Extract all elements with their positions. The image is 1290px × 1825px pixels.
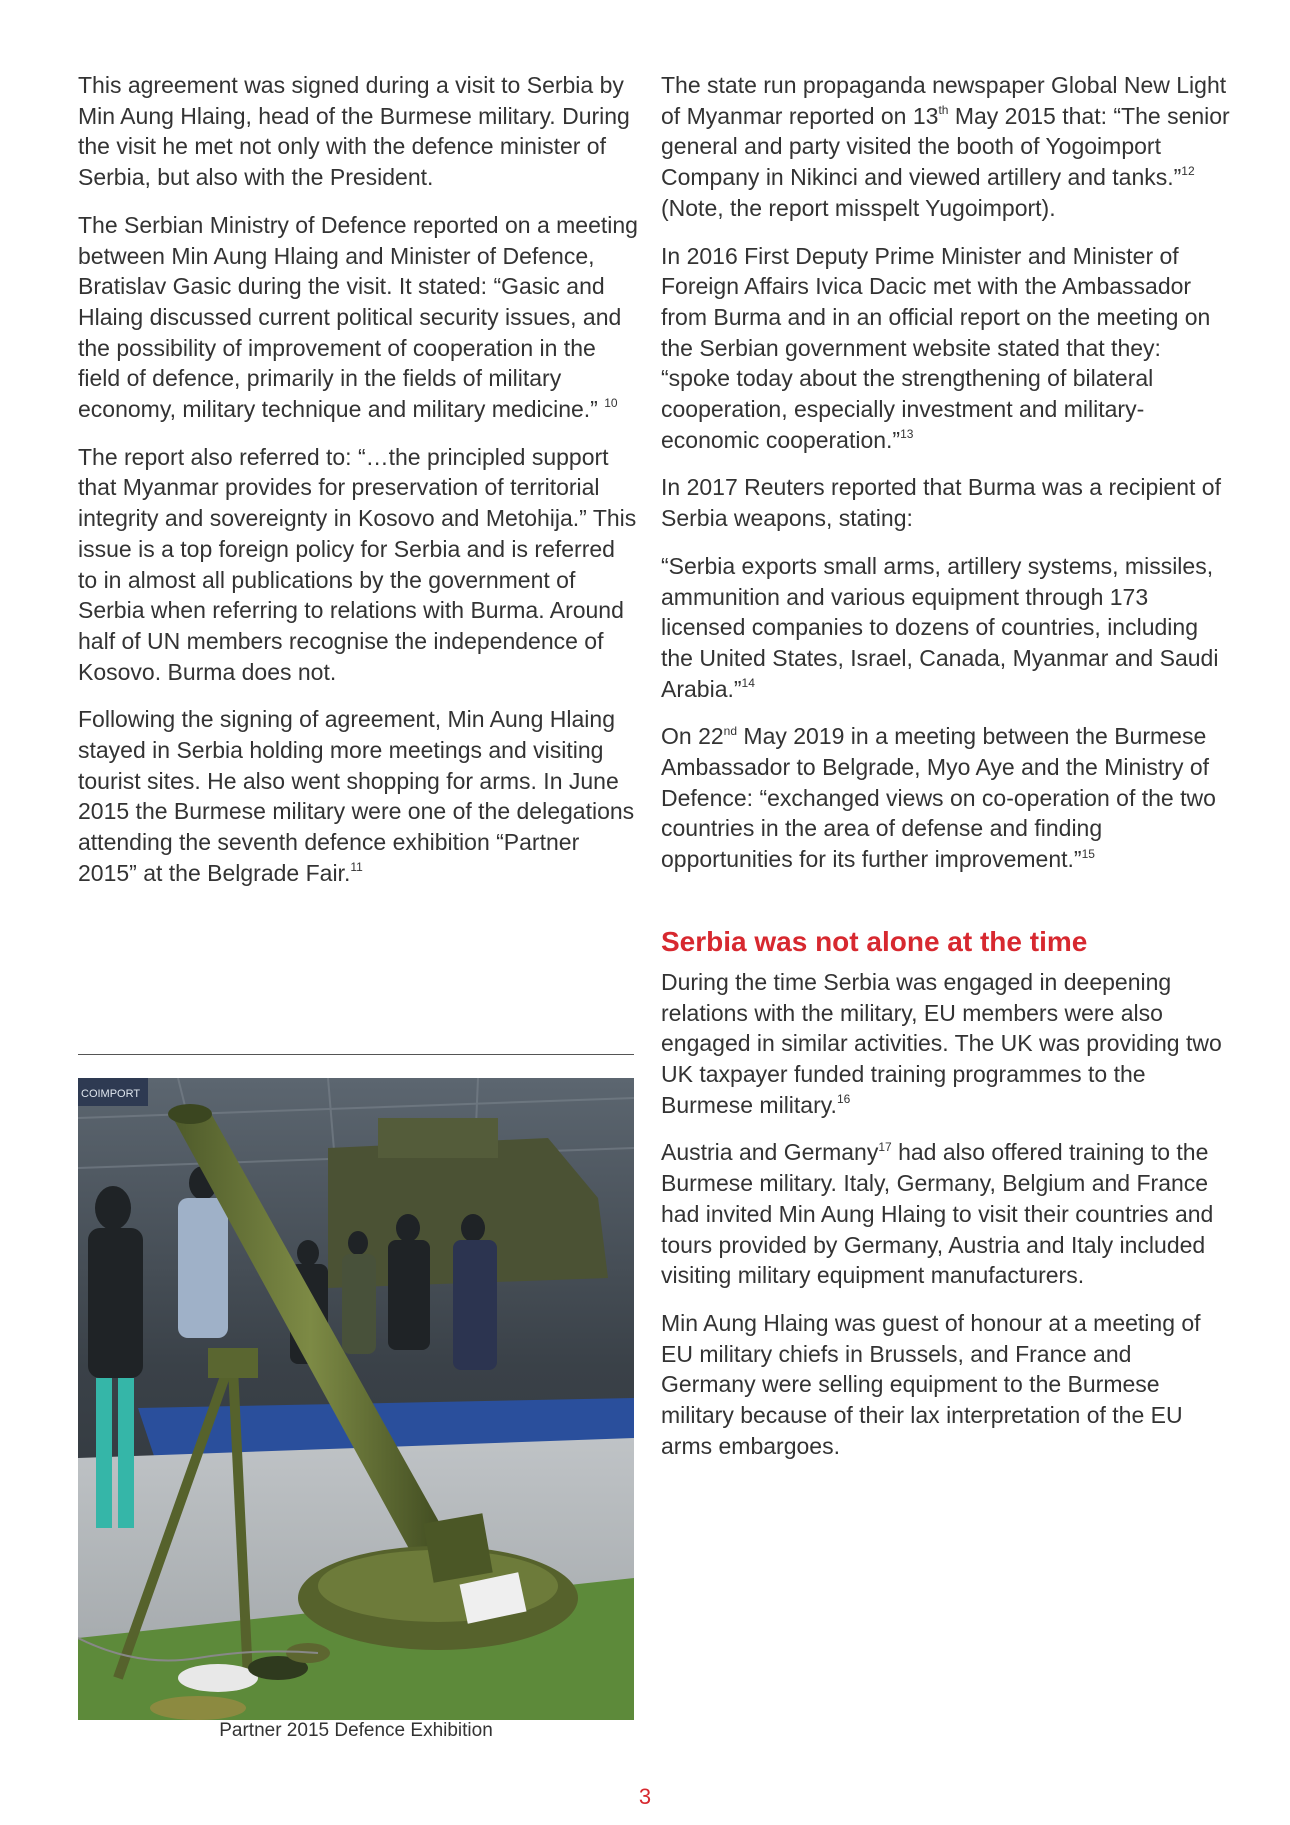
- page-number: 3: [638, 1784, 652, 1809]
- paragraph: The report also referred to: “…the principled support that Myanmar provides for preservation of territorial integrity and sovereignty in Kosovo and Metohija.” This issue is a top foreign policy for Serbia and is referred to in almost all publications by the government of Serbia when referring to relations with Burma. Around half of UN members recognise the independence of Kosovo. Burma does not.: [78, 443, 637, 685]
- footnote-ref: 15: [1081, 846, 1095, 861]
- paragraph: Following the signing of agreement, Min Aung Hlaing stayed in Serbia holding more meetings and visiting tourist sites. He also went shopping for arms. In June 2015 the Burmese military were one of the delegations attending the seventh defence exhibition “Partner 2015” at the Belgrade Fair.$^{11}$: [78, 706, 635, 886]
- paragraph: This agreement was signed during a visit to Serbia by Min Aung Hlaing, head of the Burmese military. During the visit he met not only with the defence minister of Serbia, but also with the President.: [78, 72, 630, 191]
- paragraph: Austria and Germany$^{17}$ had also offered training to the Burmese military. Italy, Germany, Belgium and France had invited Min Aung Hlaing to visit their countries and tours provided by Germany, Austria and Italy included visiting military equipment manufacturers.: [661, 1139, 1214, 1289]
- section-heading: Serbia was not alone at the time: [661, 925, 1088, 957]
- paragraph: In 2016 First Deputy Prime Minister and Minister of Foreign Affairs Ivica Dacic met with the Ambassador from Burma and in an official report on the meeting on the Serbian government website stated that they: “spoke today about the strengthening of bilateral cooperation, especially investment and military-economic cooperation.”$^{13}$: [661, 242, 1211, 453]
- footnote-ref: 13: [900, 427, 914, 442]
- footnote-ref: 12: [1181, 164, 1195, 179]
- paragraph: Min Aung Hlaing was guest of honour at a meeting of EU military chiefs in Brussels, and France and Germany were selling equipment to the Burmese military because of their lax interpretation of the EU arms embargoes.: [661, 1309, 1201, 1459]
- paragraph: The Serbian Ministry of Defence reported on a meeting between Min Aung Hlaing and Minister of Defence, Bratislav Gasic during the visit. It stated: “Gasic and Hlaing discussed current political security issues, and the possibility of improvement of cooperation in the field of defence, primarily in the fields of military economy, military technique and military medicine.” $^{10}$: [78, 211, 638, 423]
- paragraph: In 2017 Reuters reported that Burma was a recipient of Serbia weapons, stating:: [661, 474, 1221, 532]
- paragraph: On 22nd May 2019 in a meeting between the Burmese Ambassador to Belgrade, Myo Aye and the Ministry of Defence: “exchanged views on co-operation of the two countries in the area of defense and finding opportunities for its further improvement.”$^{15}$: [661, 723, 1216, 873]
- exhibition-photo: [78, 1078, 634, 1720]
- footnote-ref: 10: [604, 396, 618, 411]
- left-column: [78, 70, 638, 906]
- footnote-ref: 17: [878, 1139, 892, 1154]
- paragraph: The state run propaganda newspaper Global New Light of Myanmar reported on 13th May 2015 that: “The senior general and party visited the booth of Yogoimport Company in Nikinci and viewed artillery and tanks.”$^{12}$ (Note, the report misspelt Yugoimport).: [661, 72, 1230, 221]
- quote-paragraph: “Serbia exports small arms, artillery systems, missiles, ammunition and various equipment through 173 licensed companies to dozens of countries, including the United States, Israel, Canada, Myanmar and Saudi Arabia.”$^{14}$: [661, 552, 1219, 702]
- footnote-ref: 16: [836, 1092, 851, 1107]
- paragraph: During the time Serbia was engaged in deepening relations with the military, EU members were also engaged in similar activities. The UK was providing two UK taxpayer funded training programmes to the Burmese military.$^{16}$: [661, 968, 1222, 1118]
- photo-caption: Partner 2015 Defence Exhibition: [219, 1720, 493, 1741]
- booth-sign: COIMPORT: [81, 1088, 141, 1100]
- right-column: [661, 70, 1231, 1478]
- divider: [78, 1054, 634, 1055]
- footnote-ref: 14: [741, 676, 755, 690]
- footnote-ref: 11: [350, 860, 363, 875]
